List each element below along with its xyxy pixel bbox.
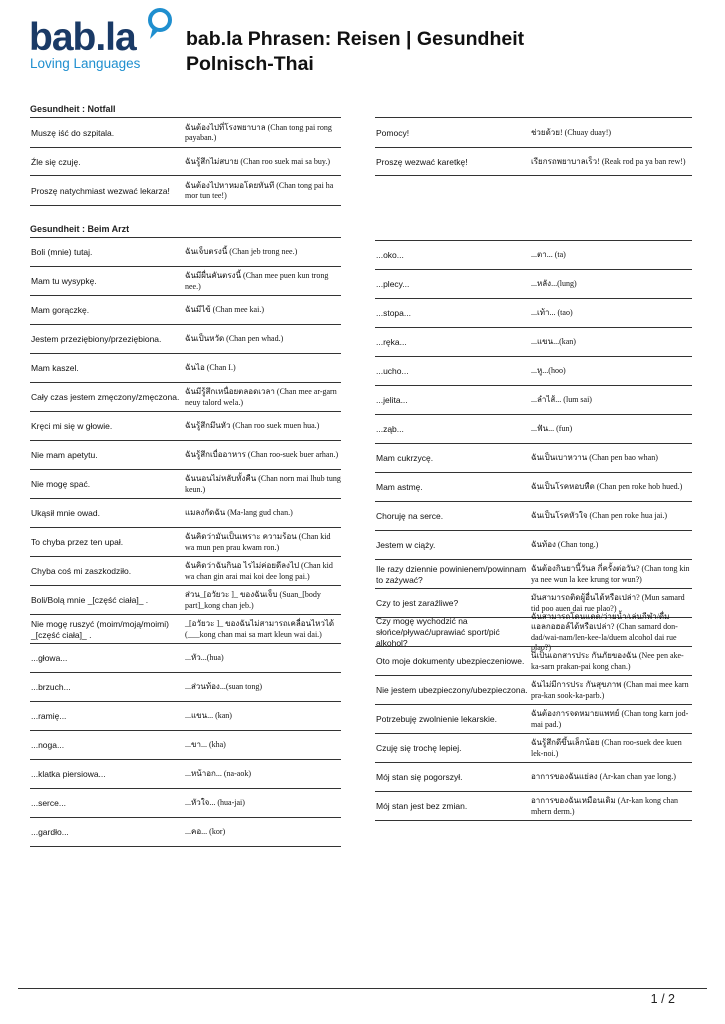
thai-translation: นี่เป็นเอกสารประ กันภัยของฉัน (Nee pen ake-ka-sarn prakan-pai kong chan.) — [531, 651, 684, 671]
phrase-row — [30, 147, 341, 176]
section-heading-notfall: Gesundheit : Notfall — [30, 104, 116, 114]
section-heading-arzt: Gesundheit : Beim Arzt — [30, 224, 130, 234]
thai-translation: ฉันต้องกินยานี้วันล กี่ครั้งต่อวัน? (Chan tong kin ya nee wun la kee krung tor wun?) — [531, 564, 690, 584]
phrase-row — [30, 469, 341, 499]
title-line-1: bab.la Phrasen: Reisen | Gesundheit — [186, 28, 525, 50]
thai-translation: ...ส่วนท้อง...(suan tong) — [185, 682, 263, 692]
polish-phrase: Czy mogę wychodzić na słońce/pływać/uprawiać sport/pić alkohol? — [376, 616, 500, 648]
polish-phrase: ...stopa... — [376, 308, 411, 318]
phrase-row — [30, 498, 341, 528]
polish-phrase: Nie jestem ubezpieczony/ubezpieczona. — [376, 685, 528, 695]
phrase-row — [30, 266, 341, 296]
polish-phrase: Jestem w ciąży. — [376, 540, 436, 550]
polish-phrase: Mój stan jest bez zmian. — [376, 801, 468, 811]
phrase-row — [30, 759, 341, 789]
polish-phrase: ...głowa... — [31, 653, 68, 663]
thai-translation: ฉันเป็นโรคหอบหืด (Chan pen roke hob hued.) — [531, 482, 683, 492]
phrase-row — [30, 730, 341, 760]
thai-translation: เรียกรถพยาบาลเร็ว! (Reak rod pa ya ban rew!) — [531, 156, 686, 166]
polish-phrase: Cały czas jestem zmęczony/zmęczona. — [31, 392, 180, 402]
phrase-row — [375, 298, 692, 328]
thai-translation: ฉันเป็นหวัด (Chan pen whad.) — [185, 334, 284, 344]
polish-phrase: ...oko... — [376, 250, 404, 260]
polish-phrase: ...klatka piersiowa... — [31, 769, 106, 779]
thai-translation: ...หน้าอก... (na-aok) — [185, 769, 251, 779]
phrase-row — [30, 117, 341, 148]
thai-translation: ฉันรู้สึกไม่สบาย (Chan roo suek mai sa buy.) — [185, 156, 331, 166]
phrase-row — [30, 585, 341, 615]
thai-translation: ...ลำไส้... (lum sai) — [531, 395, 592, 405]
polish-phrase: Proszę natychmiast wezwać lekarza! — [31, 185, 170, 196]
polish-phrase: Oto moje dokumenty ubezpieczeniowe. — [376, 656, 525, 666]
phrase-row — [375, 147, 692, 176]
thai-translation: ฉันต้องไปที่โรงพยาบาล (Chan tong pai rong payaban.) — [185, 122, 332, 142]
polish-phrase: ...ucho... — [376, 366, 409, 376]
thai-translation: ฉันเป็นโรคหัวใจ (Chan pen roke hua jai.) — [531, 511, 668, 521]
phrase-row — [375, 414, 692, 444]
polish-phrase: Kręci mi się w głowie. — [31, 421, 113, 431]
phrase-row — [375, 675, 692, 705]
polish-phrase: Nie mam apetytu. — [31, 450, 98, 460]
thai-translation: ฉันมีรู้สึกเหนื่อยตลอดเวลา (Chan mee ar-garn neuy talord wela.) — [185, 387, 337, 407]
table-end-rule — [375, 820, 692, 821]
phrase-row — [375, 327, 692, 357]
thai-translation: ฉันคิดว่าฉันกินอ ไรไม่ค่อยดีลงไป (Chan kid wa chan gin arai mai koi dee long pai.) — [185, 561, 333, 581]
thai-translation: ฉันไม่มีการประ กันสุขภาพ (Chan mai mee karn pra-kan sook-ka-parb.) — [531, 680, 689, 700]
babla-logo[interactable] — [29, 8, 179, 76]
thai-translation: ...ตา... (ta) — [531, 250, 566, 260]
polish-phrase: Nie mogę spać. — [31, 479, 91, 489]
phrase-row — [30, 237, 341, 267]
footer-divider — [18, 988, 707, 989]
polish-phrase: ...noga... — [31, 740, 65, 750]
phrase-row — [30, 353, 341, 383]
page-number: 1 / 2 — [650, 992, 675, 1006]
phrase-row — [375, 559, 692, 589]
polish-phrase: ...serce... — [31, 798, 66, 808]
phrase-row — [375, 762, 692, 792]
thai-translation: ฉันคิดว่ามันเป็นเพราะ ความร้อน (Chan kid wa mun pen prau kwam ron.) — [185, 532, 331, 552]
thai-translation: ฉันรู้สึกเบื่ออาหาร (Chan roo-suek buer arhan.) — [185, 450, 339, 460]
polish-phrase: ...gardło... — [31, 827, 69, 837]
polish-phrase: ...jelita... — [376, 395, 408, 405]
thai-translation: ฉันมีผื่นคันตรงนี้ (Chan mee puen kun trong nee.) — [185, 271, 329, 291]
phrase-row — [375, 733, 692, 763]
phrase-row — [375, 501, 692, 531]
phrase-row — [30, 614, 341, 644]
thai-translation: ฉันท้อง (Chan tong.) — [531, 540, 599, 550]
thai-translation: ฉันรู้สึกมึนหัว (Chan roo suek muen hua.) — [185, 421, 320, 431]
polish-phrase: ...ząb... — [376, 424, 404, 434]
phrase-row — [375, 791, 692, 821]
phrase-row — [30, 817, 341, 847]
polish-phrase: Czuję się trochę lepiej. — [376, 743, 462, 753]
phrase-row — [30, 672, 341, 702]
polish-phrase: Chyba coś mi zaszkodziło. — [31, 566, 132, 576]
phrase-row — [30, 382, 341, 412]
phrase-row — [375, 472, 692, 502]
thai-translation: ...เท้า... (tao) — [531, 308, 573, 318]
phrase-row — [30, 643, 341, 673]
polish-phrase: Ile razy dziennie powinienem/powinnam to zażywać? — [376, 563, 527, 585]
phrase-row — [30, 411, 341, 441]
table-end-rule — [375, 175, 692, 176]
polish-phrase: Nie mogę ruszyć (moim/moją/moimi) _[część ciała]_ . — [31, 618, 169, 640]
phrase-row — [30, 527, 341, 557]
thai-translation: ฉันต้องไปหาหมอโดยทันที (Chan tong pai ha mor tun tee!) — [185, 180, 334, 200]
phrase-row — [375, 611, 692, 652]
thai-translation: อาการของฉันเหมือนเดิม (Ar-kan kong chan mhern derm.) — [531, 796, 679, 816]
thai-translation: ฉันไอ (Chan I.) — [185, 363, 236, 373]
thai-translation: มันสามารถติดผู้อื่นได้หรือเปล่า? (Mun samard tid poo auen dai rue plao?) — [531, 593, 685, 613]
polish-phrase: Pomocy! — [376, 127, 410, 138]
thai-translation: ส่วน_[อวัยวะ ]_ ของฉันเจ็บ (Suan_[body part]_kong chan jeb.) — [185, 590, 321, 610]
polish-phrase: ...brzuch... — [31, 682, 71, 692]
phrase-row — [30, 556, 341, 586]
polish-phrase: Źle się czuję. — [31, 156, 81, 167]
speech-bubble-icon — [147, 8, 173, 42]
thai-translation: ฉันต้องการจดหมายแพทย์ (Chan tong karn jod-mai pad.) — [531, 709, 689, 729]
thai-translation: แมลงกัดฉัน (Ma-lang gud chan.) — [185, 508, 293, 518]
polish-phrase: Mój stan się pogorszył. — [376, 772, 463, 782]
phrase-row — [375, 704, 692, 734]
thai-translation: ...แขน...(kan) — [531, 337, 576, 347]
phrase-row — [375, 117, 692, 148]
polish-phrase: Ukąsił mnie owad. — [31, 508, 100, 518]
polish-phrase: Choruję na serce. — [376, 511, 444, 521]
thai-translation: ...หลัง...(lung) — [531, 279, 577, 289]
polish-phrase: Boli/Bolą mnie _[część ciała]_ . — [31, 595, 149, 605]
table-end-rule — [30, 205, 341, 206]
phrase-row — [30, 440, 341, 470]
polish-phrase: Mam tu wysypkę. — [31, 276, 97, 286]
polish-phrase: Mam kaszel. — [31, 363, 79, 373]
thai-translation: ...ฟัน... (fun) — [531, 424, 573, 434]
page-title — [186, 27, 524, 77]
polish-phrase: Mam cukrzycę. — [376, 453, 434, 463]
polish-phrase: Potrzebuję zwolnienie lekarskie. — [376, 714, 497, 724]
logo-wordmark: bab.la — [29, 16, 136, 59]
phrase-row — [30, 295, 341, 325]
thai-translation: ...หัวใจ... (hua-jai) — [185, 798, 245, 808]
thai-translation: อาการของฉันแย่ลง (Ar-kan chan yae long.) — [531, 772, 676, 782]
thai-translation: ช่วยด้วย! (Chuay duay!) — [531, 127, 612, 137]
thai-translation: ฉันมีไข้ (Chan mee kai.) — [185, 305, 264, 315]
phrase-row — [30, 788, 341, 818]
phrase-row — [375, 443, 692, 473]
polish-phrase: Muszę iść do szpitala. — [31, 127, 115, 138]
thai-translation: ฉันสามารถโดนแดด/ว่ายน้ำ/เล่นกีฬา/ดื่มแอลกอฮอล์ได้หรือเปล่า? (Chan samard don-dad/wai-nam/len-kee-la/duem alcohol dai rue plao?) — [531, 611, 678, 652]
phrase-row — [375, 646, 692, 676]
thai-translation: ...แขน... (kan) — [185, 711, 232, 721]
phrase-row — [375, 269, 692, 299]
polish-phrase: Proszę wezwać karetkę! — [376, 156, 468, 167]
phrase-row — [375, 530, 692, 560]
polish-phrase: Mam astmę. — [376, 482, 423, 492]
polish-phrase: Jestem przeziębiony/przeziębiona. — [31, 334, 162, 344]
polish-phrase: ...ramię... — [31, 711, 67, 721]
thai-translation: ...ขา... (kha) — [185, 740, 226, 750]
logo-tagline: Loving Languages — [30, 56, 141, 71]
phrase-row — [30, 701, 341, 731]
thai-translation: ฉันเจ็บตรงนี้ (Chan jeb trong nee.) — [185, 247, 298, 257]
phrase-row — [30, 324, 341, 354]
phrase-row — [375, 356, 692, 386]
polish-phrase: Boli (mnie) tutaj. — [31, 247, 93, 257]
thai-translation: ...หู...(hoo) — [531, 366, 566, 376]
polish-phrase: Mam gorączkę. — [31, 305, 90, 315]
thai-translation: ฉันนอนไม่หลับทั้งคืน (Chan norn mai lhub tung keun.) — [185, 474, 341, 494]
table-end-rule — [30, 846, 341, 847]
title-line-2: Polnisch-Thai — [186, 53, 314, 75]
polish-phrase: To chyba przez ten upał. — [31, 537, 124, 547]
phrase-row — [30, 175, 341, 206]
polish-phrase: ...ręka... — [376, 337, 407, 347]
thai-translation: ...หัว...(hua) — [185, 653, 224, 663]
polish-phrase: Czy to jest zaraźliwe? — [376, 598, 459, 608]
thai-translation: ฉันเป็นเบาหวาน (Chan pen bao whan) — [531, 453, 658, 463]
phrase-row — [375, 385, 692, 415]
thai-translation: ฉันรู้สึกดีขึ้นเล็กน้อย (Chan roo-suek dee kuen lek-noi.) — [531, 738, 682, 758]
thai-translation: _[อวัยวะ ]_ ของฉันไม่สามารถเคลื่อนไหวได้ (___kong chan mai sa mart kleun wai dai.) — [185, 619, 335, 639]
thai-translation: ...คอ... (kor) — [185, 827, 226, 837]
phrase-row — [375, 240, 692, 270]
polish-phrase: ...plecy... — [376, 279, 410, 289]
